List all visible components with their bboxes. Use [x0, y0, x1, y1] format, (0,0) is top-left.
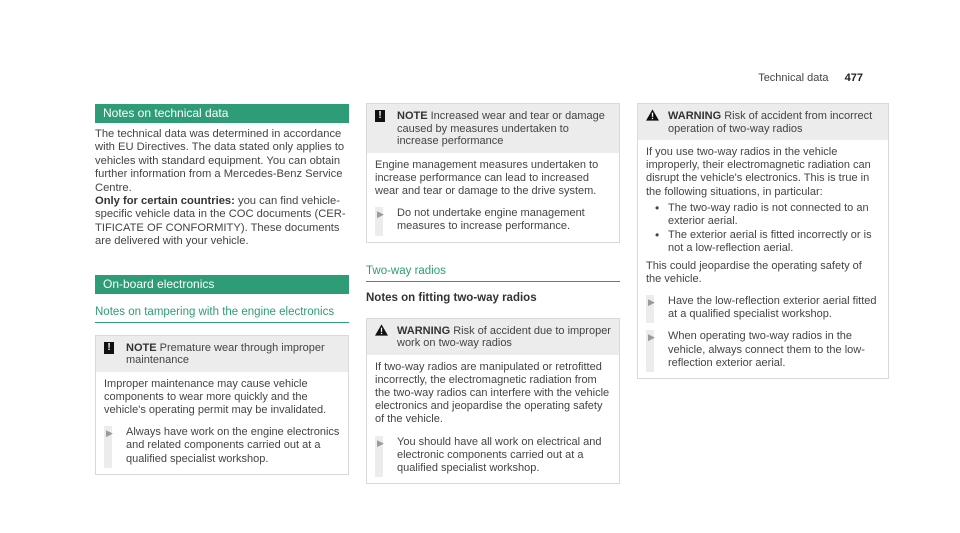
bullet-item: • The exterior aerial is fitted incorrectly or is not a low-reflection aerial.	[655, 228, 872, 255]
warning-after-text: This could jeopardise the operating safety of the vehicle.	[646, 259, 862, 285]
instruction-step	[646, 330, 880, 370]
subhead-two-way-radios: Two-way radios	[366, 265, 620, 282]
note-title: Premature wear through improper maintenance	[126, 341, 325, 367]
exclamation-icon: !	[104, 342, 114, 354]
note-body	[96, 372, 348, 474]
note-label: NOTE	[126, 341, 157, 354]
warning-title: Risk of accident due to improper work on two-way radios	[397, 324, 611, 350]
bullet-text: The exterior aerial is fitted incorrectly or is not a low-reflection aerial.	[668, 229, 872, 255]
instruction-step	[375, 207, 611, 233]
coc-paragraph	[95, 195, 349, 249]
warning-text: If two-way radios are manipulated or retrofitted incorrectly, the electromagnetic radiation from the two-way radios can interfere with the vehicle electronics and jeopardise the operating safety of the vehicle.	[375, 360, 610, 426]
instruction-step	[104, 426, 340, 466]
coc-text: you can find vehicle-specific vehicle data in the COC documents (CER-TIFICATE OF CONFORMITY). These documents are delivered with your vehicle.	[95, 195, 346, 248]
warning-triangle-icon	[646, 109, 659, 121]
note-label: NOTE	[397, 110, 428, 122]
play-arrow-icon: ▶	[648, 297, 655, 308]
step-text: When operating two-way radios in the vehicle, always connect them to the low-reflection exterior aerial.	[668, 330, 865, 369]
play-arrow-icon: ▶	[648, 332, 655, 343]
exclamation-icon: !	[375, 110, 385, 122]
section-bar-technical-data: Notes on technical data	[95, 104, 349, 123]
warning-body	[367, 355, 619, 484]
section-title: Technical data	[758, 72, 829, 84]
section-bar-onboard-electronics: On-board electronics	[95, 275, 349, 294]
note-box-maintenance	[95, 335, 349, 475]
note-text: Improper maintenance may cause vehicle components to wear more quickly and the vehicle's operating permit may be invalidated.	[104, 377, 327, 417]
step-text: You should have all work on electrical and electronic components carried out at a qualified specialist workshop.	[397, 435, 602, 474]
warning-body	[638, 140, 888, 378]
column-3	[637, 103, 889, 379]
note-text: Engine management measures undertaken to increase performance can lead to increased wear and tear or damage to the drive system.	[375, 158, 599, 197]
warning-box-fitting	[366, 318, 620, 485]
column-1	[95, 104, 349, 475]
play-arrow-icon: ▶	[377, 209, 384, 220]
play-arrow-icon: ▶	[377, 437, 384, 448]
note-body	[367, 153, 619, 242]
warning-title: Risk of accident from incorrect operation of two-way radios	[668, 110, 873, 135]
technical-data-paragraph: The technical data was determined in accordance with EU Directives. The data stated only applies to vehicles with standard equipment. You can obtain further information from a Mercedes-Benz Service Centre.	[95, 128, 345, 194]
play-arrow-icon: ▶	[106, 428, 113, 439]
fitting-heading: Notes on fitting two-way radios	[366, 291, 537, 304]
step-text: Always have work on the engine electronics and related components carried out at a qualified specialist workshop.	[126, 426, 340, 465]
instruction-step	[646, 295, 880, 321]
page-number: 477	[844, 72, 863, 84]
note-header	[367, 104, 619, 153]
warning-header	[638, 104, 888, 140]
bullet-item: • The two-way radio is not connected to an exterior aerial.	[655, 200, 869, 228]
warning-text: If you use two-way radios in the vehicle improperly, their electromagnetic radiation can disrupt the vehicle's electronics. This is true in the following situations, in particular:	[646, 146, 871, 198]
step-text: Have the low-reflection exterior aerial fitted at a qualified specialist workshop.	[668, 295, 877, 321]
page-header	[758, 72, 863, 84]
warning-box-operation	[637, 103, 889, 379]
subhead-tampering: Notes on tampering with the engine electronics	[95, 306, 349, 323]
column-2	[366, 103, 620, 484]
note-box-performance	[366, 103, 620, 243]
note-header	[96, 336, 348, 372]
note-title: Increased wear and tear or damage caused by measures undertaken to increase performance	[397, 110, 605, 147]
warning-header	[367, 319, 619, 355]
warning-triangle-icon	[375, 324, 388, 336]
countries-label: Only for certain countries:	[95, 195, 235, 208]
bullet-text: The two-way radio is not connected to an exterior aerial.	[668, 201, 869, 228]
step-text: Do not undertake engine management measures to increase performance.	[397, 207, 585, 233]
instruction-step	[375, 436, 611, 476]
warning-label: WARNING	[668, 110, 722, 122]
warning-label: WARNING	[397, 324, 451, 337]
